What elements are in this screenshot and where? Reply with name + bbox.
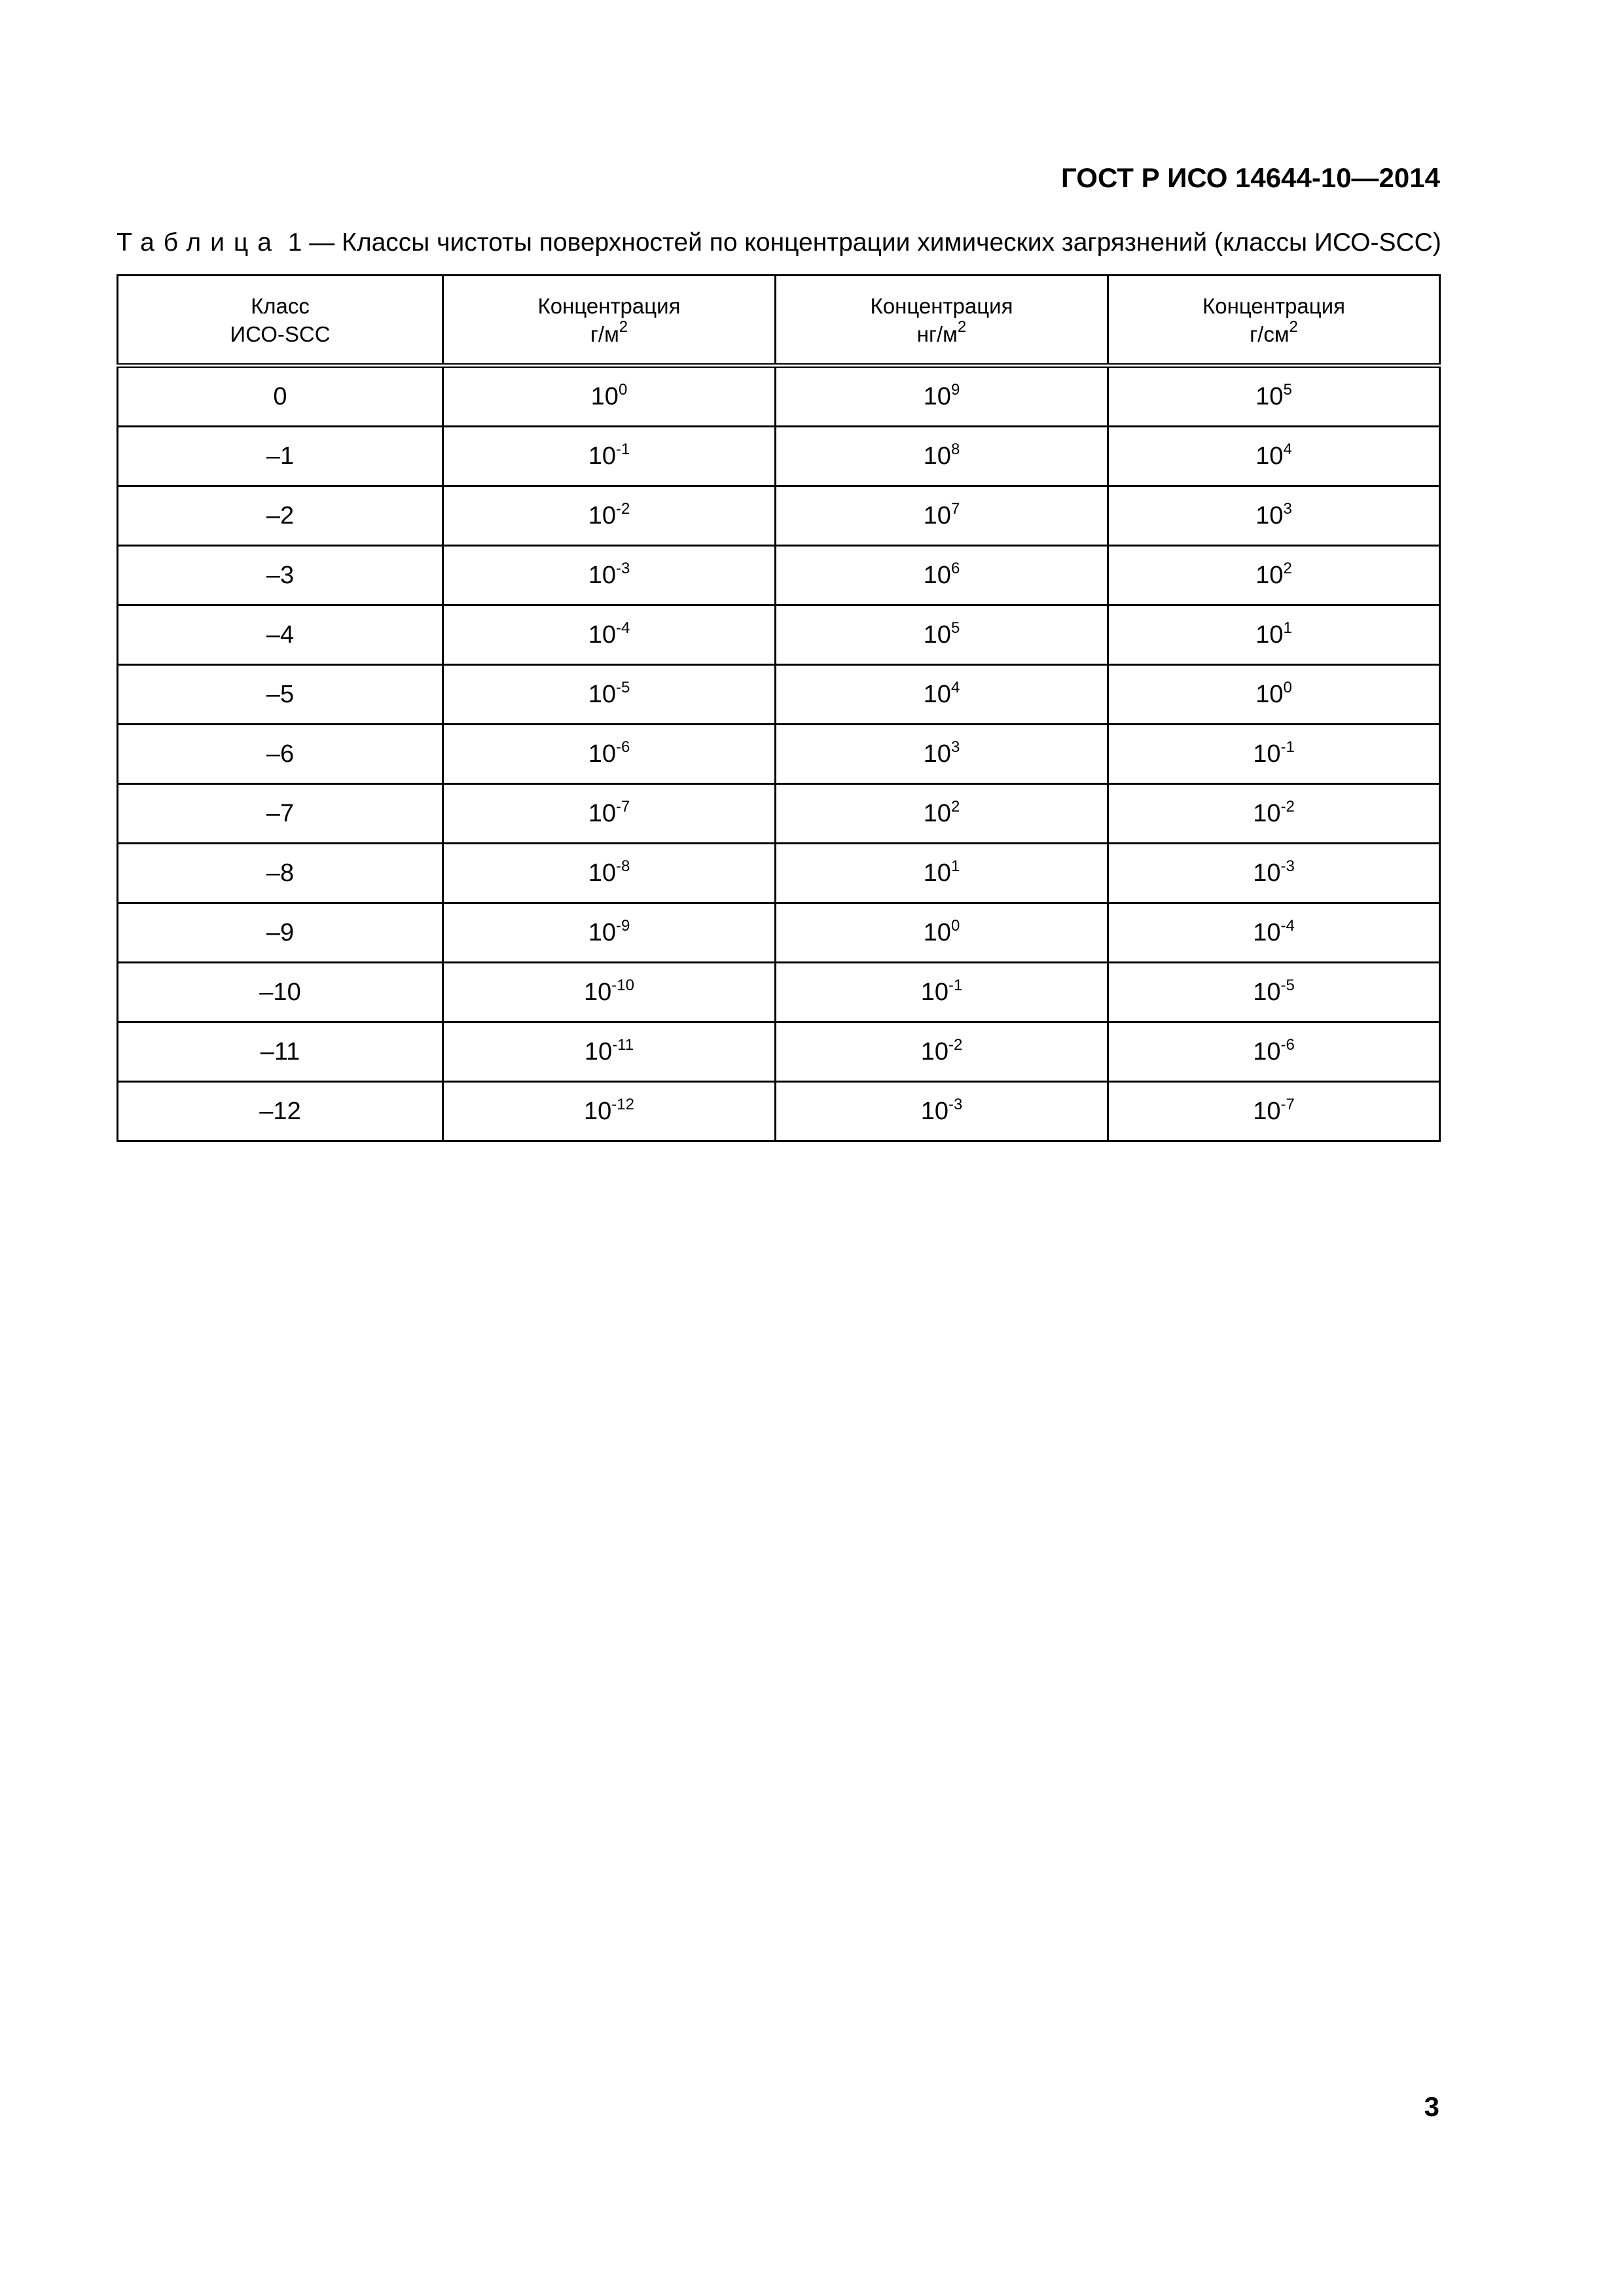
cell-ng-m2 xyxy=(776,1022,1108,1082)
cell-ng-m2 xyxy=(776,427,1108,486)
cell-g-m2-base: 10 xyxy=(584,1097,612,1125)
cell-ng-m2-base: 10 xyxy=(923,740,951,768)
cell-ng-m2-base: 10 xyxy=(920,978,948,1006)
cell-ng-m2 xyxy=(776,486,1108,546)
cell-ng-m2-base: 10 xyxy=(923,680,951,708)
page-number: 3 xyxy=(1424,2091,1439,2122)
cell-g-cm2-base: 10 xyxy=(1255,680,1284,708)
cell-ng-m2-exponent: 9 xyxy=(950,380,960,399)
cell-ng-m2 xyxy=(776,784,1108,844)
table-header-row xyxy=(118,276,1440,366)
cell-ng-m2-base: 10 xyxy=(923,799,951,827)
cell-ng-m2-base: 10 xyxy=(923,501,951,529)
cell-ng-m2 xyxy=(776,844,1108,903)
cell-g-m2 xyxy=(443,366,776,427)
cell-g-m2-exponent: -1 xyxy=(615,440,630,458)
cell-ng-m2-base: 10 xyxy=(923,382,951,410)
cell-ng-m2 xyxy=(776,725,1108,784)
cell-g-cm2 xyxy=(1108,963,1440,1022)
header-g-m2-unit: г/м xyxy=(590,321,619,346)
cell-class: –5 xyxy=(118,665,443,725)
header-class xyxy=(118,276,443,366)
cell-g-cm2 xyxy=(1108,784,1440,844)
header-g-cm2-unit: г/см xyxy=(1250,321,1290,346)
cell-ng-m2-base: 10 xyxy=(923,442,951,470)
cell-class: –12 xyxy=(118,1082,443,1141)
cell-class: 0 xyxy=(118,366,443,427)
cell-ng-m2-base: 10 xyxy=(923,620,951,649)
table-row xyxy=(118,963,1440,1022)
table-row xyxy=(118,546,1440,605)
cell-g-cm2 xyxy=(1108,366,1440,427)
cell-ng-m2-base: 10 xyxy=(920,1037,948,1066)
cell-g-m2-exponent: 0 xyxy=(618,380,628,399)
cell-g-m2-base: 10 xyxy=(588,620,616,649)
cell-g-cm2 xyxy=(1108,427,1440,486)
cell-g-cm2-base: 10 xyxy=(1253,799,1281,827)
cell-ng-m2-exponent: 0 xyxy=(950,916,960,935)
header-ng-m2-line2 xyxy=(776,317,1107,348)
header-g-cm2-unit-exponent: 2 xyxy=(1289,317,1298,336)
cell-ng-m2-base: 10 xyxy=(920,1097,948,1125)
cell-ng-m2-exponent: -1 xyxy=(948,976,963,994)
cell-ng-m2-exponent: 2 xyxy=(950,797,960,816)
cell-class: –7 xyxy=(118,784,443,844)
cell-g-m2 xyxy=(443,963,776,1022)
cell-g-cm2 xyxy=(1108,665,1440,725)
cell-class: –1 xyxy=(118,427,443,486)
cell-g-cm2-exponent: -5 xyxy=(1280,976,1295,994)
header-ng-m2-unit: нг/м xyxy=(916,321,958,346)
cell-g-m2-base: 10 xyxy=(590,382,619,410)
header-g-m2-unit-exponent: 2 xyxy=(619,317,628,336)
cell-g-cm2-base: 10 xyxy=(1253,740,1281,768)
cell-g-cm2-base: 10 xyxy=(1253,859,1281,887)
cell-ng-m2-exponent: 6 xyxy=(950,559,960,577)
cell-g-m2 xyxy=(443,605,776,665)
cell-ng-m2-base: 10 xyxy=(923,918,951,946)
header-g-m2-line2 xyxy=(444,317,774,348)
cell-g-cm2-base: 10 xyxy=(1255,382,1284,410)
cell-g-cm2-base: 10 xyxy=(1255,501,1284,529)
cell-g-m2 xyxy=(443,784,776,844)
cell-g-cm2-base: 10 xyxy=(1253,1097,1281,1125)
table-row xyxy=(118,1022,1440,1082)
table-row xyxy=(118,844,1440,903)
cell-g-m2-exponent: -9 xyxy=(615,916,630,935)
cell-class: –8 xyxy=(118,844,443,903)
header-ng-m2 xyxy=(776,276,1108,366)
cell-g-m2 xyxy=(443,1022,776,1082)
cell-g-cm2 xyxy=(1108,903,1440,963)
cell-ng-m2-exponent: 7 xyxy=(950,499,960,518)
cell-ng-m2 xyxy=(776,963,1108,1022)
table-row xyxy=(118,486,1440,546)
cell-g-m2-base: 10 xyxy=(588,859,616,887)
cell-class: –3 xyxy=(118,546,443,605)
cell-ng-m2 xyxy=(776,366,1108,427)
cell-g-m2-exponent: -10 xyxy=(611,976,634,994)
cell-g-m2-exponent: -5 xyxy=(615,678,630,696)
cell-g-cm2 xyxy=(1108,486,1440,546)
cell-g-cm2-exponent: 4 xyxy=(1283,440,1292,458)
header-ng-m2-line1: Концентрация xyxy=(870,293,1013,318)
cell-g-m2 xyxy=(443,725,776,784)
cell-g-cm2 xyxy=(1108,725,1440,784)
cell-ng-m2-exponent: 4 xyxy=(950,678,960,696)
cell-g-m2-base: 10 xyxy=(588,799,616,827)
cell-g-m2-base: 10 xyxy=(584,1037,613,1066)
cell-g-cm2-base: 10 xyxy=(1255,442,1284,470)
cell-ng-m2 xyxy=(776,665,1108,725)
cell-g-m2-base: 10 xyxy=(588,740,616,768)
cell-g-m2-base: 10 xyxy=(588,918,616,946)
cleanliness-class-table xyxy=(117,274,1441,1142)
cell-g-m2 xyxy=(443,546,776,605)
cell-g-cm2-exponent: 3 xyxy=(1283,499,1292,518)
cell-g-m2 xyxy=(443,844,776,903)
cell-g-m2 xyxy=(443,903,776,963)
table-row xyxy=(118,665,1440,725)
table-caption-text: — Классы чистоты поверхностей по концентрации химических загрязнений (классы ИСО-SCC) xyxy=(302,228,1441,257)
cell-class: –4 xyxy=(118,605,443,665)
cell-g-m2-exponent: -8 xyxy=(615,857,630,875)
header-class-line1: Класс xyxy=(251,293,310,318)
cell-ng-m2 xyxy=(776,903,1108,963)
cell-g-cm2-base: 10 xyxy=(1255,561,1284,589)
table-row xyxy=(118,427,1440,486)
cell-g-cm2-base: 10 xyxy=(1253,978,1281,1006)
cell-g-m2-exponent: -6 xyxy=(615,738,630,756)
cell-g-m2-base: 10 xyxy=(588,442,616,470)
cell-g-m2-base: 10 xyxy=(588,561,616,589)
cell-g-cm2-exponent: -3 xyxy=(1280,857,1295,875)
cell-class: –2 xyxy=(118,486,443,546)
cell-g-m2 xyxy=(443,665,776,725)
table-row xyxy=(118,725,1440,784)
header-ng-m2-unit-exponent: 2 xyxy=(957,317,967,336)
cell-g-cm2-base: 10 xyxy=(1253,918,1281,946)
cell-ng-m2-exponent: 8 xyxy=(950,440,960,458)
cell-class: –9 xyxy=(118,903,443,963)
cell-g-m2-exponent: -12 xyxy=(611,1095,634,1113)
cell-g-m2-exponent: -7 xyxy=(615,797,630,816)
cell-g-m2-exponent: -2 xyxy=(615,499,630,518)
cell-g-m2-base: 10 xyxy=(588,501,616,529)
table-row xyxy=(118,903,1440,963)
table-caption-label: Таблица xyxy=(117,228,281,257)
cell-g-m2 xyxy=(443,1082,776,1141)
header-class-line2-text: ИСО-SCC xyxy=(230,321,331,346)
table-caption-number: 1 xyxy=(287,228,302,257)
table-row xyxy=(118,784,1440,844)
cell-g-m2-base: 10 xyxy=(588,680,616,708)
cell-g-cm2-exponent: -7 xyxy=(1280,1095,1295,1113)
header-g-cm2-line2 xyxy=(1109,317,1439,348)
cell-ng-m2-exponent: 1 xyxy=(950,857,960,875)
cell-g-cm2-exponent: -2 xyxy=(1280,797,1295,816)
cell-class: –10 xyxy=(118,963,443,1022)
table-row xyxy=(118,366,1440,427)
cell-g-m2-exponent: -11 xyxy=(612,1035,634,1054)
cell-g-m2-exponent: -4 xyxy=(615,619,630,637)
cell-class: –6 xyxy=(118,725,443,784)
cell-g-m2-exponent: -3 xyxy=(615,559,630,577)
cell-g-cm2 xyxy=(1108,546,1440,605)
cell-ng-m2-exponent: -2 xyxy=(948,1035,963,1054)
cell-ng-m2-base: 10 xyxy=(923,859,951,887)
cell-g-cm2-exponent: -4 xyxy=(1280,916,1295,935)
cell-g-m2-base: 10 xyxy=(584,978,612,1006)
cell-g-cm2-exponent: 0 xyxy=(1283,678,1292,696)
document-standard-header: ГОСТ Р ИСО 14644-10—2014 xyxy=(1061,162,1440,193)
cell-ng-m2-base: 10 xyxy=(923,561,951,589)
cell-g-m2 xyxy=(443,486,776,546)
table-row xyxy=(118,605,1440,665)
cell-g-cm2 xyxy=(1108,1082,1440,1141)
cell-ng-m2-exponent: 3 xyxy=(950,738,960,756)
cell-g-cm2 xyxy=(1108,1022,1440,1082)
header-class-line2 xyxy=(118,320,442,348)
cell-g-m2 xyxy=(443,427,776,486)
cell-ng-m2-exponent: -3 xyxy=(948,1095,963,1113)
cell-g-cm2-exponent: -1 xyxy=(1280,738,1295,756)
header-g-cm2 xyxy=(1108,276,1440,366)
cell-g-cm2 xyxy=(1108,605,1440,665)
cell-g-cm2-exponent: -6 xyxy=(1280,1035,1295,1054)
cell-class: –11 xyxy=(118,1022,443,1082)
cell-ng-m2 xyxy=(776,546,1108,605)
table-body xyxy=(118,366,1440,1141)
header-g-m2-line1: Концентрация xyxy=(537,293,681,318)
cell-ng-m2-exponent: 5 xyxy=(950,619,960,637)
table-caption xyxy=(117,228,1441,257)
table-row xyxy=(118,1082,1440,1141)
header-g-cm2-line1: Концентрация xyxy=(1202,293,1345,318)
header-g-m2 xyxy=(443,276,776,366)
cell-g-cm2-exponent: 2 xyxy=(1283,559,1292,577)
cell-g-cm2 xyxy=(1108,844,1440,903)
cell-g-cm2-base: 10 xyxy=(1253,1037,1281,1066)
cell-g-cm2-exponent: 5 xyxy=(1283,380,1292,399)
cell-g-cm2-exponent: 1 xyxy=(1283,619,1292,637)
cell-ng-m2 xyxy=(776,1082,1108,1141)
cell-ng-m2 xyxy=(776,605,1108,665)
cell-g-cm2-base: 10 xyxy=(1255,620,1284,649)
